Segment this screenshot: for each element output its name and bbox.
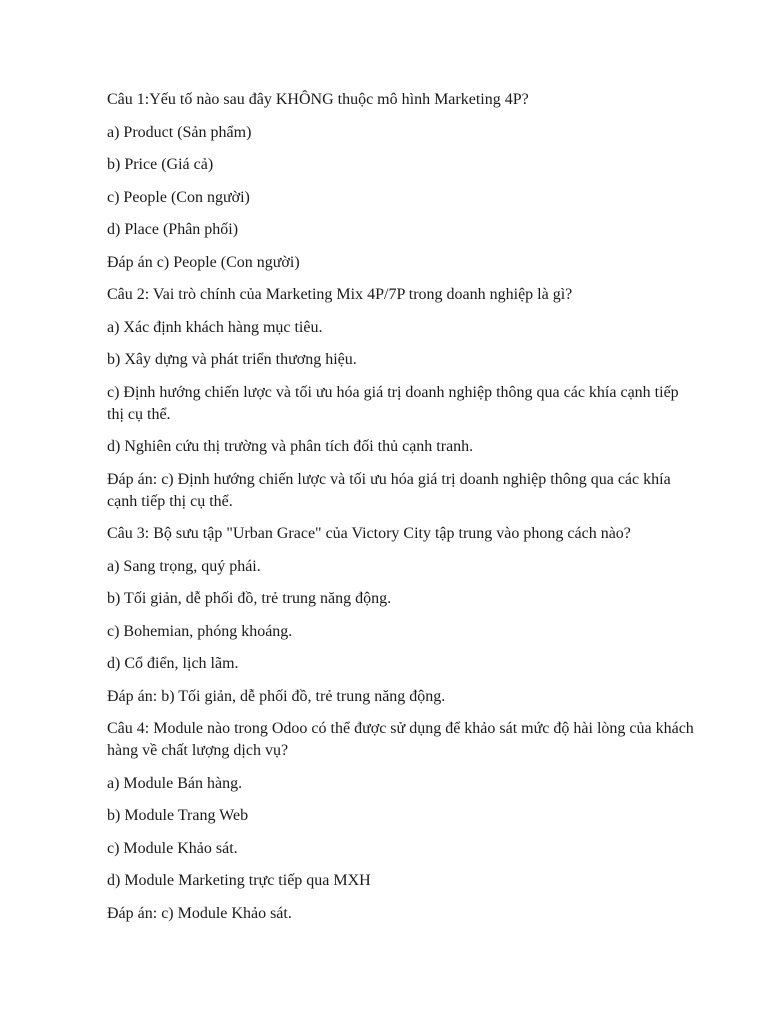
question-4-option-c: c) Module Khảo sát.	[107, 839, 238, 857]
question-1-option-d: d) Place (Phân phối)	[107, 221, 239, 238]
question-4-option-b: b) Module Trang Web	[107, 807, 249, 824]
question-3-option-d: d) Cổ điển, lịch lãm.	[107, 655, 239, 672]
question-3-option-a: a) Sang trọng, quý phái.	[107, 557, 261, 575]
document-page	[107, 89, 697, 935]
question-1-answer: Đáp án c) People (Con người)	[107, 253, 300, 271]
question-1-text: Câu 1:Yếu tố nào sau đây KHÔNG thuộc mô hình Marketing 4P?	[107, 91, 529, 108]
question-1-option-c: c) People (Con người)	[107, 188, 250, 206]
question-4-answer: Đáp án: c) Module Khảo sát.	[107, 904, 292, 922]
question-3-option-b: b) Tối giản, dễ phối đồ, trẻ trung năng động.	[107, 590, 392, 607]
question-3-answer: Đáp án: b) Tối giản, dễ phối đồ, trẻ trung năng động.	[107, 687, 446, 705]
question-4-option-a: a) Module Bán hàng.	[107, 774, 243, 792]
question-1-option-b: b) Price (Giá cả)	[107, 156, 214, 173]
question-3-option-c: c) Bohemian, phóng khoáng.	[107, 622, 293, 640]
question-2-option-d: d) Nghiên cứu thị trường và phân tích đối thủ cạnh tranh.	[107, 438, 474, 455]
question-2-option-c: c) Định hướng chiến lược và tối ưu hóa giá trị doanh nghiệp thông qua các khía cạnh tiếp thị cụ thể.	[107, 383, 679, 423]
question-2-option-b: b) Xây dựng và phát triển thương hiệu.	[107, 351, 357, 368]
question-2-option-a: a) Xác định khách hàng mục tiêu.	[107, 318, 323, 336]
question-2-answer: Đáp án: c) Định hướng chiến lược và tối ưu hóa giá trị doanh nghiệp thông qua các khía cạnh tiếp thị cụ thể.	[107, 470, 671, 510]
question-4-text: Câu 4: Module nào trong Odoo có thể được sử dụng để khảo sát mức độ hài lòng của khách hàng về chất lượng dịch vụ?	[107, 720, 694, 759]
question-2-text: Câu 2: Vai trò chính của Marketing Mix 4P/7P trong doanh nghiệp là gì?	[107, 286, 573, 303]
question-3-text: Câu 3: Bộ sưu tập "Urban Grace" của Victory City tập trung vào phong cách nào?	[107, 525, 631, 542]
question-4-option-d: d) Module Marketing trực tiếp qua MXH	[107, 872, 371, 889]
question-1-option-a: a) Product (Sản phẩm)	[107, 123, 252, 141]
